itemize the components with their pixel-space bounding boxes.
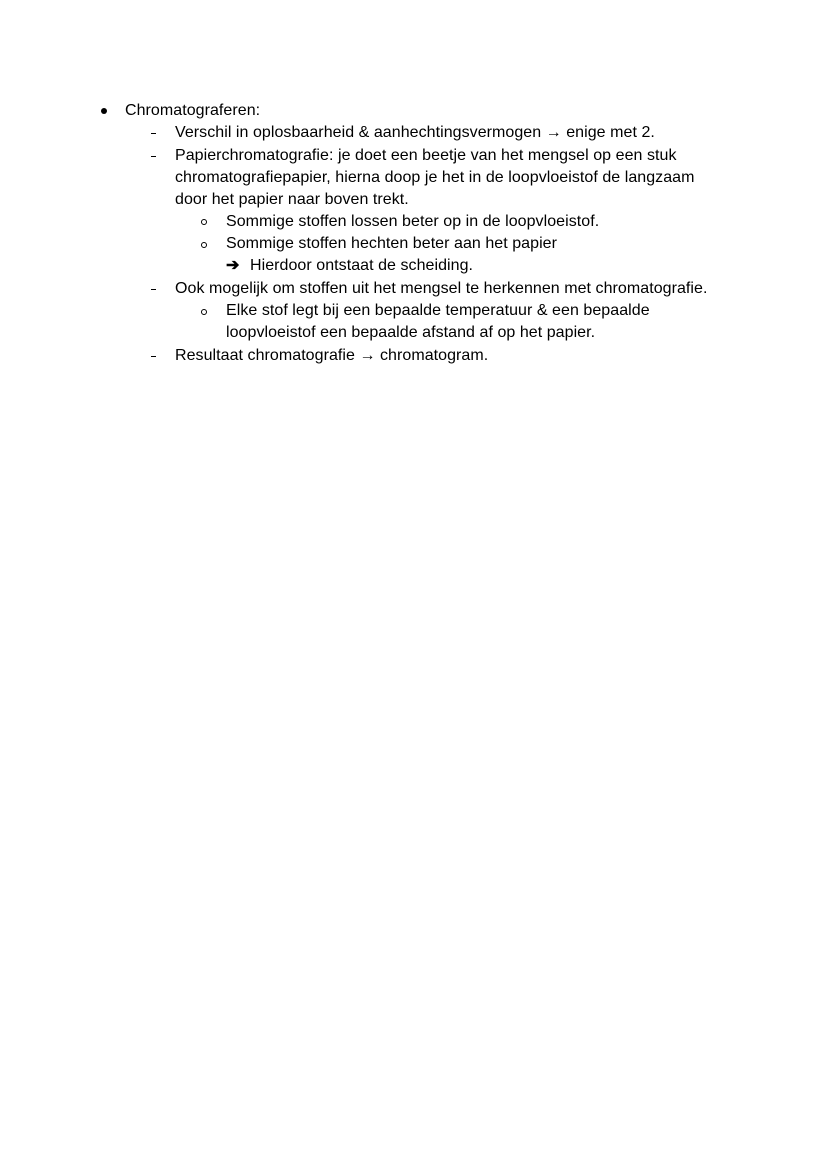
bullet-icon [101, 108, 107, 114]
circle-bullet-icon [201, 309, 207, 315]
list-subitem: Sommige stoffen lossen beter op in de loopvloeistof. [226, 213, 600, 230]
list-item-line: chromatografiepapier, hierna doop je het in de loopvloeistof de langzaam [175, 169, 695, 186]
arrow-right-icon: ➔ [226, 257, 240, 274]
list-item: Verschil in oplosbaarheid & aanhechtingsvermogen → enige met 2. [175, 124, 655, 141]
list-subitem-line: loopvloeistof een bepaalde afstand af op het papier. [226, 324, 596, 341]
circle-bullet-icon [201, 219, 207, 225]
dash-icon [151, 133, 156, 134]
list-item: Ook mogelijk om stoffen uit het mengsel te herkennen met chromatografie. [175, 280, 708, 297]
circle-bullet-icon [201, 242, 207, 248]
dash-icon [151, 289, 156, 290]
dash-icon [151, 156, 156, 157]
dash-icon [151, 356, 156, 357]
list-item-line: Papierchromatografie: je doet een beetje van het mengsel op een stuk [175, 147, 677, 164]
list-subitem-conclusion: Hierdoor ontstaat de scheiding. [250, 257, 474, 274]
list-heading: Chromatograferen: [125, 102, 261, 119]
list-subitem: Sommige stoffen hechten beter aan het papier [226, 235, 558, 252]
list-subitem-line: Elke stof legt bij een bepaalde temperatuur & een bepaalde [226, 302, 650, 319]
list-item-line: door het papier naar boven trekt. [175, 191, 409, 208]
list-item: Resultaat chromatografie → chromatogram. [175, 347, 489, 364]
